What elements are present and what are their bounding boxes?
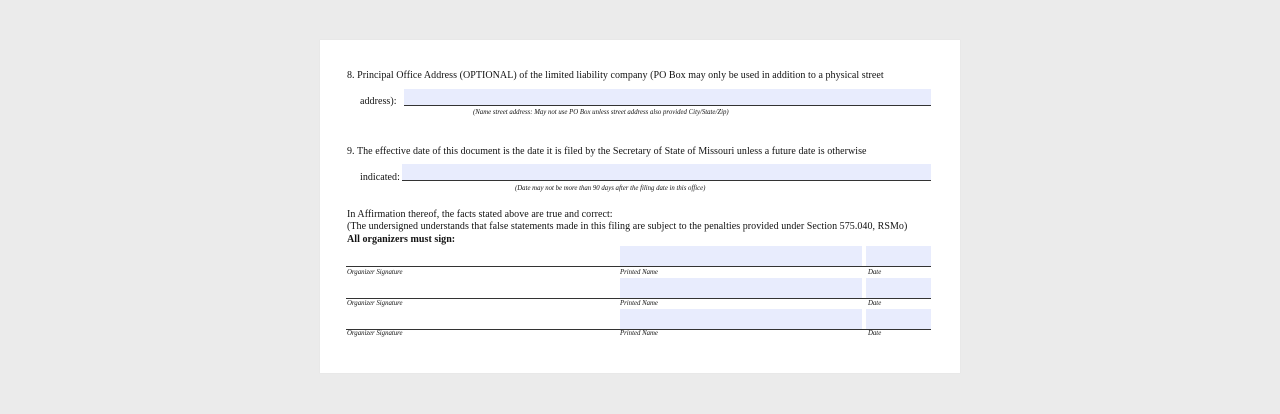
item-8-text: 8. Principal Office Address (OPTIONAL) of the limited liability company (PO Box may only be used in addition to a physical street (347, 70, 884, 81)
date-label-3: Date (868, 330, 882, 337)
item-9-hint: (Date may not be more than 90 days after the filing date in this office) (515, 185, 706, 192)
printed-name-label-2: Printed Name (620, 300, 658, 307)
affirmation-line-2: (The undersigned understands that false statements made in this filing are subject to the penalties provided under Section 575.040, RSMo) (347, 221, 908, 232)
effective-date-field[interactable] (402, 164, 931, 180)
principal-address-underline (404, 105, 931, 106)
date-label-1: Date (868, 269, 882, 276)
date-label-2: Date (868, 300, 882, 307)
signature-label-3: Organizer Signature (347, 330, 403, 337)
effective-date-underline (402, 180, 931, 181)
item-8-hint: (Name street address: May not use PO Box unless street address also provided City/State/Zip) (473, 109, 729, 116)
printed-name-label-1: Printed Name (620, 269, 658, 276)
printed-name-field-3[interactable] (620, 309, 862, 329)
affirmation-line-3: All organizers must sign: (347, 234, 456, 245)
date-field-1[interactable] (866, 246, 931, 266)
printed-name-label-3: Printed Name (620, 330, 658, 337)
printed-name-field-1[interactable] (620, 246, 862, 266)
item-9-text: 9. The effective date of this document is the date it is filed by the Secretary of State of Missouri unless a future date is otherwise (347, 146, 867, 157)
printed-name-field-2[interactable] (620, 278, 862, 298)
item-9-label: indicated: (360, 172, 400, 183)
principal-address-field[interactable] (404, 89, 931, 105)
document-page (320, 40, 960, 373)
signature-label-2: Organizer Signature (347, 300, 403, 307)
date-field-3[interactable] (866, 309, 931, 329)
signature-line-2 (346, 298, 931, 299)
affirmation-line-1: In Affirmation thereof, the facts stated above are true and correct: (347, 209, 613, 220)
signature-line-1 (346, 266, 931, 267)
signature-label-1: Organizer Signature (347, 269, 403, 276)
date-field-2[interactable] (866, 278, 931, 298)
item-8-label: address): (360, 96, 397, 107)
